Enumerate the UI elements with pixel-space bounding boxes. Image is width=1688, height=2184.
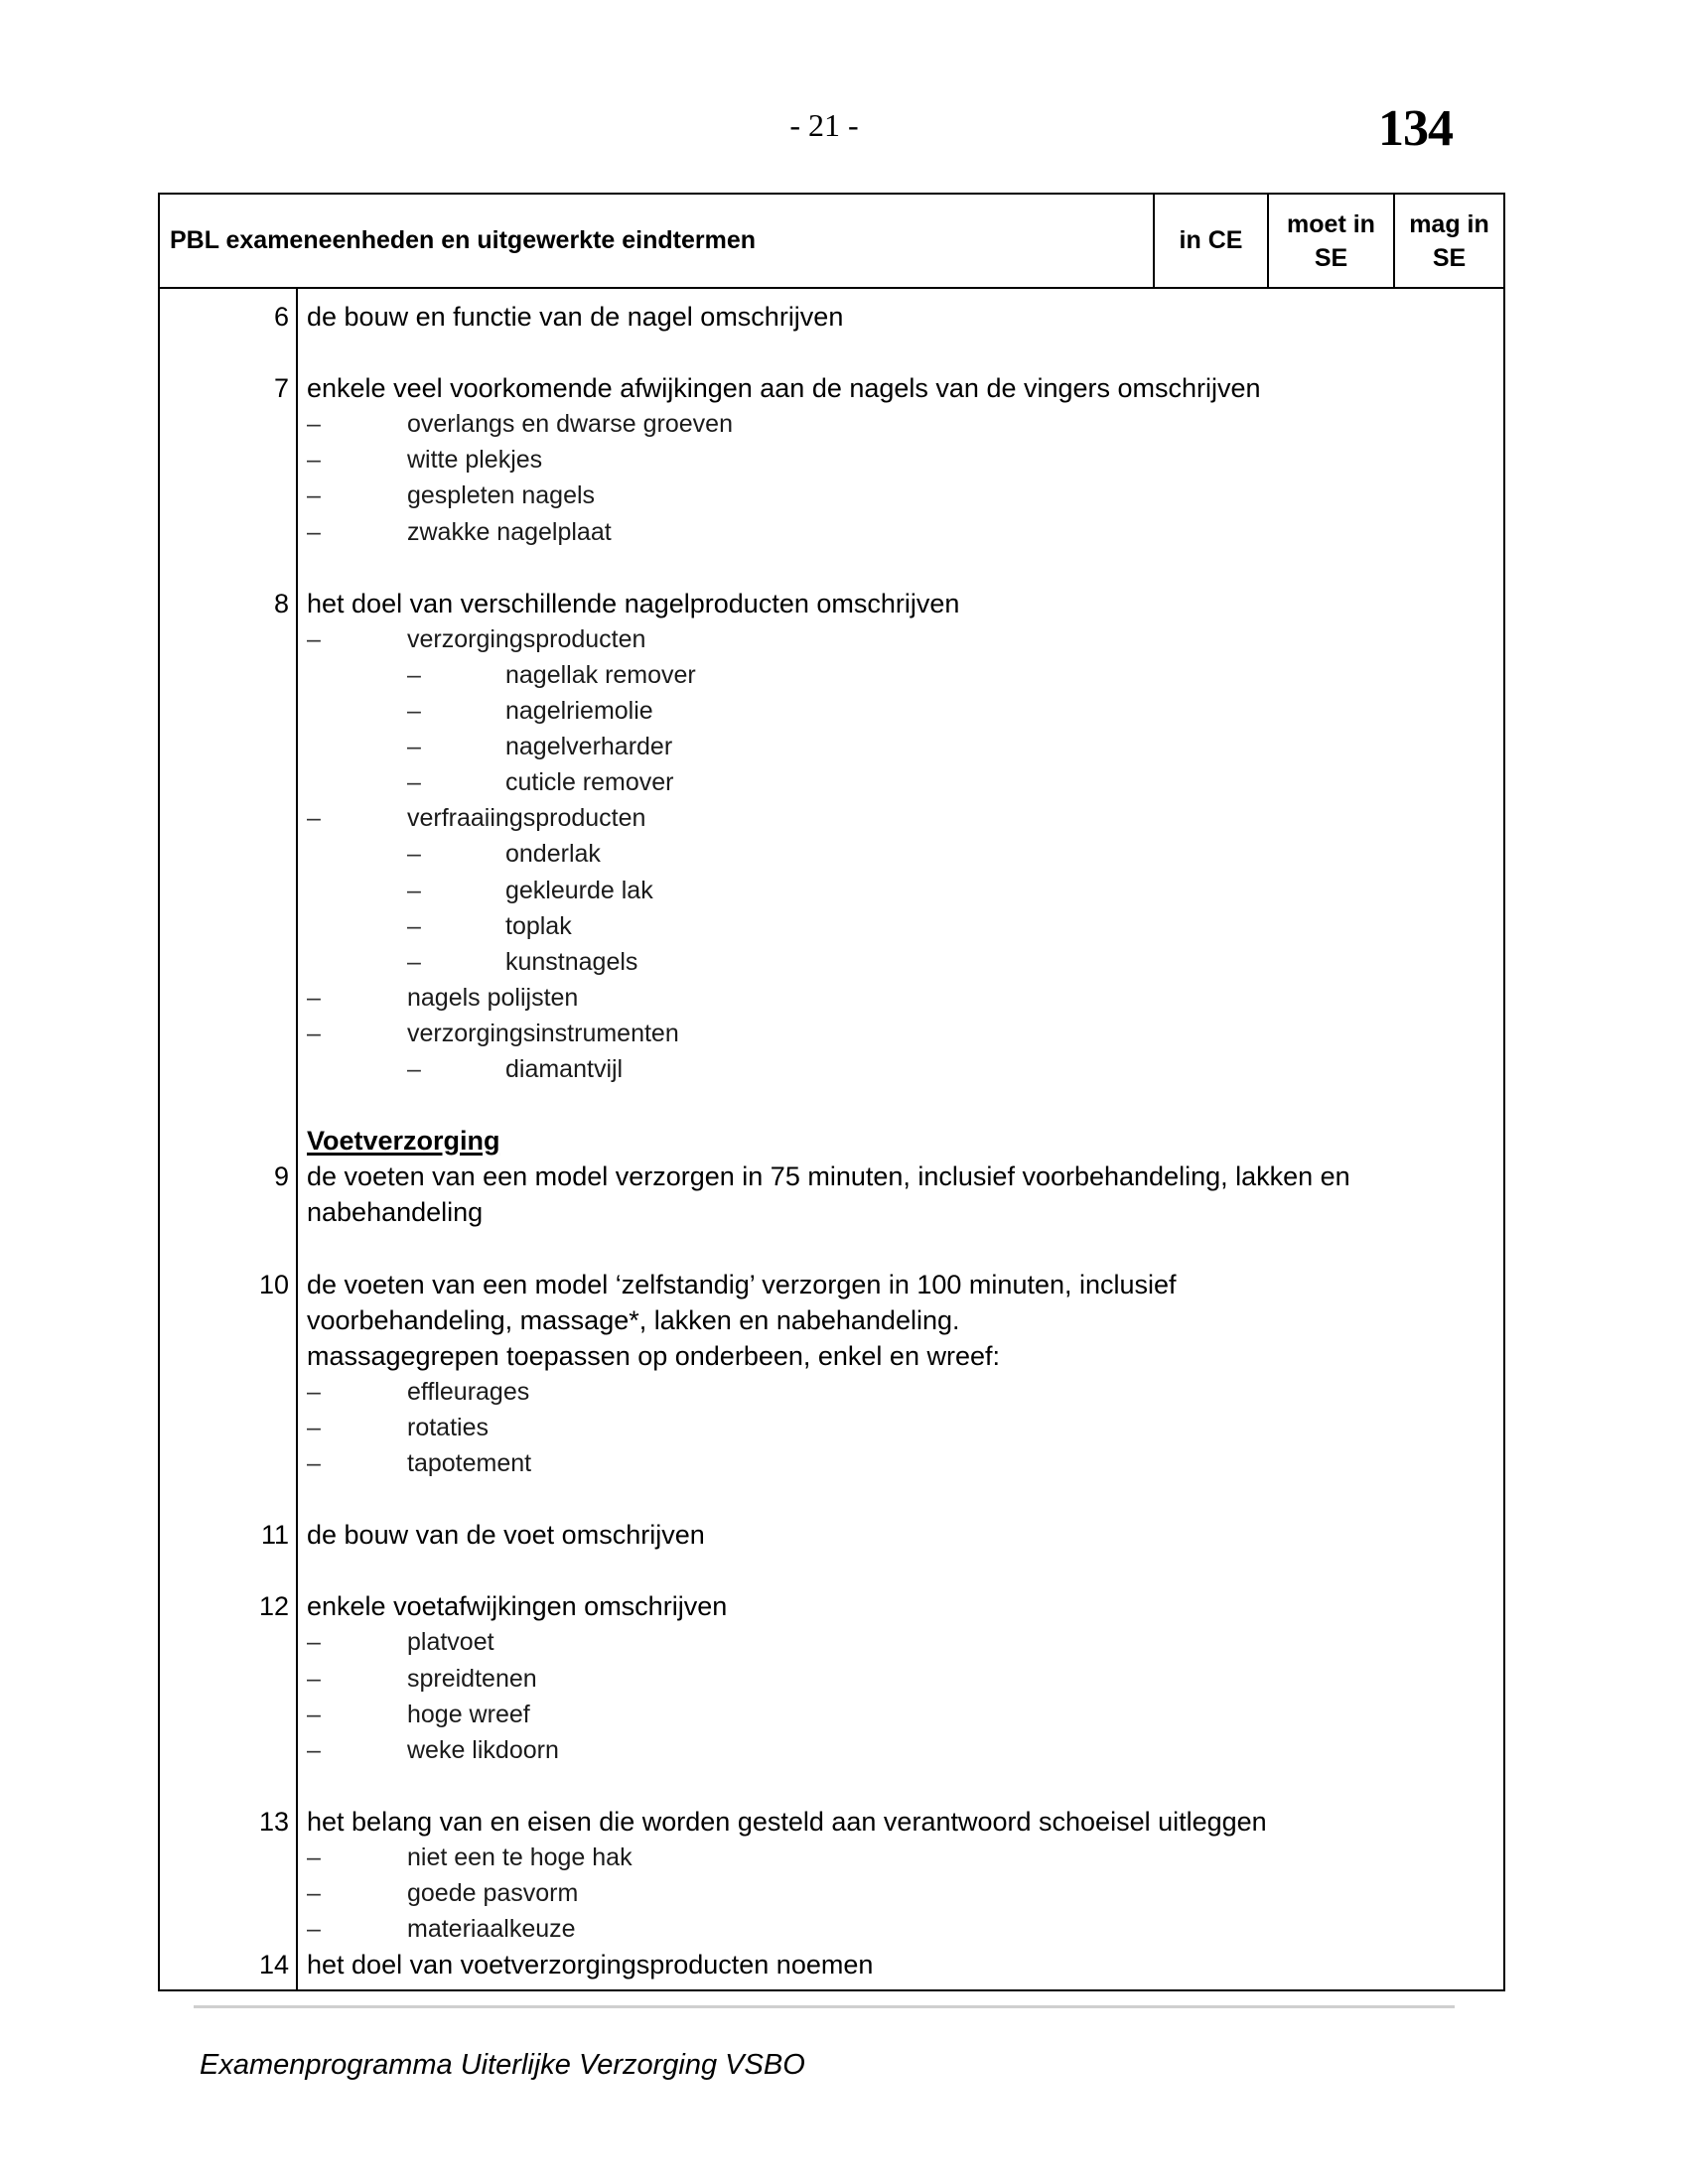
list-item (160, 1016, 1503, 1051)
dash-bullet: – (307, 1735, 321, 1764)
dash-bullet: – (407, 697, 421, 726)
list-item (160, 514, 1503, 550)
sub-sub-item-text: onderlak (505, 840, 601, 869)
sub-sub-item-text: toplak (505, 911, 572, 940)
sub-item-text: weke likdoorn (407, 1735, 559, 1764)
item-number: 6 (273, 302, 289, 332)
blank-line (160, 1768, 1503, 1804)
item-text: de voeten van een model ‘zelfstandig’ verzorgen in 100 minuten, inclusief (307, 1269, 1177, 1299)
list-item (160, 908, 1503, 944)
item-number: 7 (273, 373, 289, 404)
list-item (160, 729, 1503, 764)
table-row-continuation (160, 1194, 1503, 1230)
item-text: nabehandeling (307, 1197, 484, 1228)
list-item (160, 1624, 1503, 1660)
list-item (160, 1661, 1503, 1697)
dash-bullet: – (307, 1843, 321, 1872)
table-header (160, 195, 1503, 289)
dash-bullet: – (307, 517, 321, 546)
sub-item-text: nagels polijsten (407, 983, 579, 1012)
dash-bullet: – (407, 840, 421, 869)
list-item (160, 406, 1503, 442)
table-row (160, 1267, 1503, 1302)
dash-bullet: – (307, 1915, 321, 1944)
dash-bullet: – (307, 1628, 321, 1657)
blank-line (160, 1481, 1503, 1517)
list-item (160, 1697, 1503, 1732)
dash-bullet: – (307, 804, 321, 833)
list-item (160, 621, 1503, 657)
list-item (160, 1875, 1503, 1911)
item-number: 10 (258, 1269, 289, 1299)
sub-item-text: zwakke nagelplaat (407, 517, 612, 546)
sub-item-text: verfraaiingsproducten (407, 804, 646, 833)
list-item (160, 1051, 1503, 1087)
dash-bullet: – (307, 1700, 321, 1728)
list-item (160, 836, 1503, 872)
header-eindtermen-label: PBL exameneenheden en uitgewerkte eindtermen (170, 226, 757, 254)
dash-bullet: – (307, 1879, 321, 1908)
item-text: voorbehandeling, massage*, lakken en nabehandeling. (307, 1304, 960, 1335)
dash-bullet: – (407, 768, 421, 797)
sub-item-text: spreidtenen (407, 1664, 537, 1693)
item-text: het doel van voetverzorgingsproducten noemen (307, 1950, 874, 1980)
dash-bullet: – (307, 446, 321, 475)
blank-line (160, 335, 1503, 370)
list-item (160, 1911, 1503, 1947)
dash-bullet: – (407, 947, 421, 976)
list-item (160, 944, 1503, 980)
sub-item-text: effleurages (407, 1377, 530, 1406)
blank-line (160, 1553, 1503, 1588)
sub-sub-item-text: gekleurde lak (505, 876, 653, 904)
sub-item-text: witte plekjes (407, 446, 543, 475)
item-text: het doel van verschillende nagelproducten omschrijven (307, 588, 960, 618)
item-number: 14 (258, 1950, 289, 1980)
table-row (160, 1517, 1503, 1553)
sub-item-text: verzorgingsproducten (407, 624, 646, 653)
list-item (160, 1410, 1503, 1445)
list-item (160, 1732, 1503, 1768)
table-row (160, 586, 1503, 621)
table-row-continuation (160, 1302, 1503, 1338)
table-row (160, 1804, 1503, 1840)
table-row (160, 299, 1503, 335)
sub-item-text: rotaties (407, 1413, 489, 1441)
list-item (160, 693, 1503, 729)
list-item (160, 478, 1503, 513)
item-text: enkele veel voorkomende afwijkingen aan de nagels van de vingers omschrijven (307, 373, 1261, 404)
table-row-continuation (160, 1338, 1503, 1374)
sub-item-text: goede pasvorm (407, 1879, 579, 1908)
eindtermen-table (158, 193, 1505, 1991)
footer-title: Examenprogramma Uiterlijke Verzorging VSBO (200, 2049, 805, 2081)
sub-sub-item-text: nagelriemolie (505, 697, 653, 726)
sub-item-text: gespleten nagels (407, 481, 596, 510)
dash-bullet: – (307, 481, 321, 510)
table-row (160, 1947, 1503, 1982)
sub-sub-item-text: kunstnagels (505, 947, 638, 976)
list-item (160, 1445, 1503, 1481)
dash-bullet: – (307, 624, 321, 653)
dash-bullet: – (307, 1449, 321, 1477)
header-mag-in-se (1395, 195, 1503, 287)
dash-bullet: – (307, 983, 321, 1012)
list-item (160, 442, 1503, 478)
dash-bullet: – (407, 876, 421, 904)
dash-bullet: – (307, 410, 321, 439)
list-item (160, 873, 1503, 908)
sub-item-text: overlangs en dwarse groeven (407, 410, 733, 439)
item-text: massagegrepen toepassen op onderbeen, enkel en wreef: (307, 1340, 1000, 1371)
list-item (160, 1374, 1503, 1410)
list-item (160, 657, 1503, 693)
sub-item-text: niet een te hoge hak (407, 1843, 633, 1872)
item-text: de voeten van een model verzorgen in 75 minuten, inclusief voorbehandeling, lakken en (307, 1161, 1350, 1192)
header-mag-line2: SE (1432, 243, 1467, 272)
table-row (160, 1159, 1503, 1194)
header-in-ce-label: in CE (1179, 226, 1243, 254)
blank-line (160, 550, 1503, 586)
table-body (160, 287, 1503, 1989)
list-item (160, 1840, 1503, 1875)
item-text: de bouw van de voet omschrijven (307, 1520, 705, 1551)
header-moet-in-se (1269, 195, 1395, 287)
header-mag-line1: mag in (1409, 209, 1489, 238)
dash-bullet: – (407, 1054, 421, 1083)
item-number: 9 (273, 1161, 289, 1192)
dash-bullet: – (307, 1413, 321, 1441)
sub-sub-item-text: nagellak remover (505, 660, 696, 689)
sub-item-text: hoge wreef (407, 1700, 530, 1728)
page-number: - 21 - (789, 107, 859, 143)
sub-sub-item-text: diamantvijl (505, 1054, 624, 1083)
header-in-ce (1155, 195, 1269, 287)
blank-line (160, 1230, 1503, 1266)
dash-bullet: – (407, 911, 421, 940)
dash-bullet: – (307, 1664, 321, 1693)
item-number: 13 (258, 1806, 289, 1837)
table-row (160, 1588, 1503, 1624)
table-row (160, 370, 1503, 406)
dash-bullet: – (307, 1377, 321, 1406)
sub-sub-item-text: cuticle remover (505, 768, 674, 797)
sub-item-text: materiaalkeuze (407, 1915, 576, 1944)
dash-bullet: – (407, 733, 421, 761)
section-heading-row (160, 1123, 1503, 1159)
item-number: 8 (273, 588, 289, 618)
dash-bullet: – (407, 660, 421, 689)
list-item (160, 764, 1503, 800)
sub-item-text: verzorgingsinstrumenten (407, 1019, 679, 1047)
footer-divider (194, 2005, 1455, 2008)
item-number: 12 (258, 1591, 289, 1622)
header-moet-line2: SE (1314, 243, 1348, 272)
list-item (160, 800, 1503, 836)
item-text: het belang van en eisen die worden gesteld aan verantwoord schoeisel uitleggen (307, 1806, 1267, 1837)
blank-line (160, 1087, 1503, 1123)
header-moet-line1: moet in (1287, 209, 1375, 238)
list-item (160, 980, 1503, 1016)
header-eindtermen (160, 195, 1155, 287)
eindtermen-lines (160, 299, 1503, 1982)
sub-item-text: platvoet (407, 1628, 494, 1657)
section-heading: Voetverzorging (307, 1126, 500, 1157)
item-number: 11 (260, 1520, 289, 1551)
sub-item-text: tapotement (407, 1449, 532, 1477)
dash-bullet: – (307, 1019, 321, 1047)
item-text: de bouw en functie van de nagel omschrijven (307, 302, 844, 332)
item-text: enkele voetafwijkingen omschrijven (307, 1591, 728, 1622)
sub-sub-item-text: nagelverharder (505, 733, 673, 761)
document-number: 134 (1378, 100, 1453, 157)
